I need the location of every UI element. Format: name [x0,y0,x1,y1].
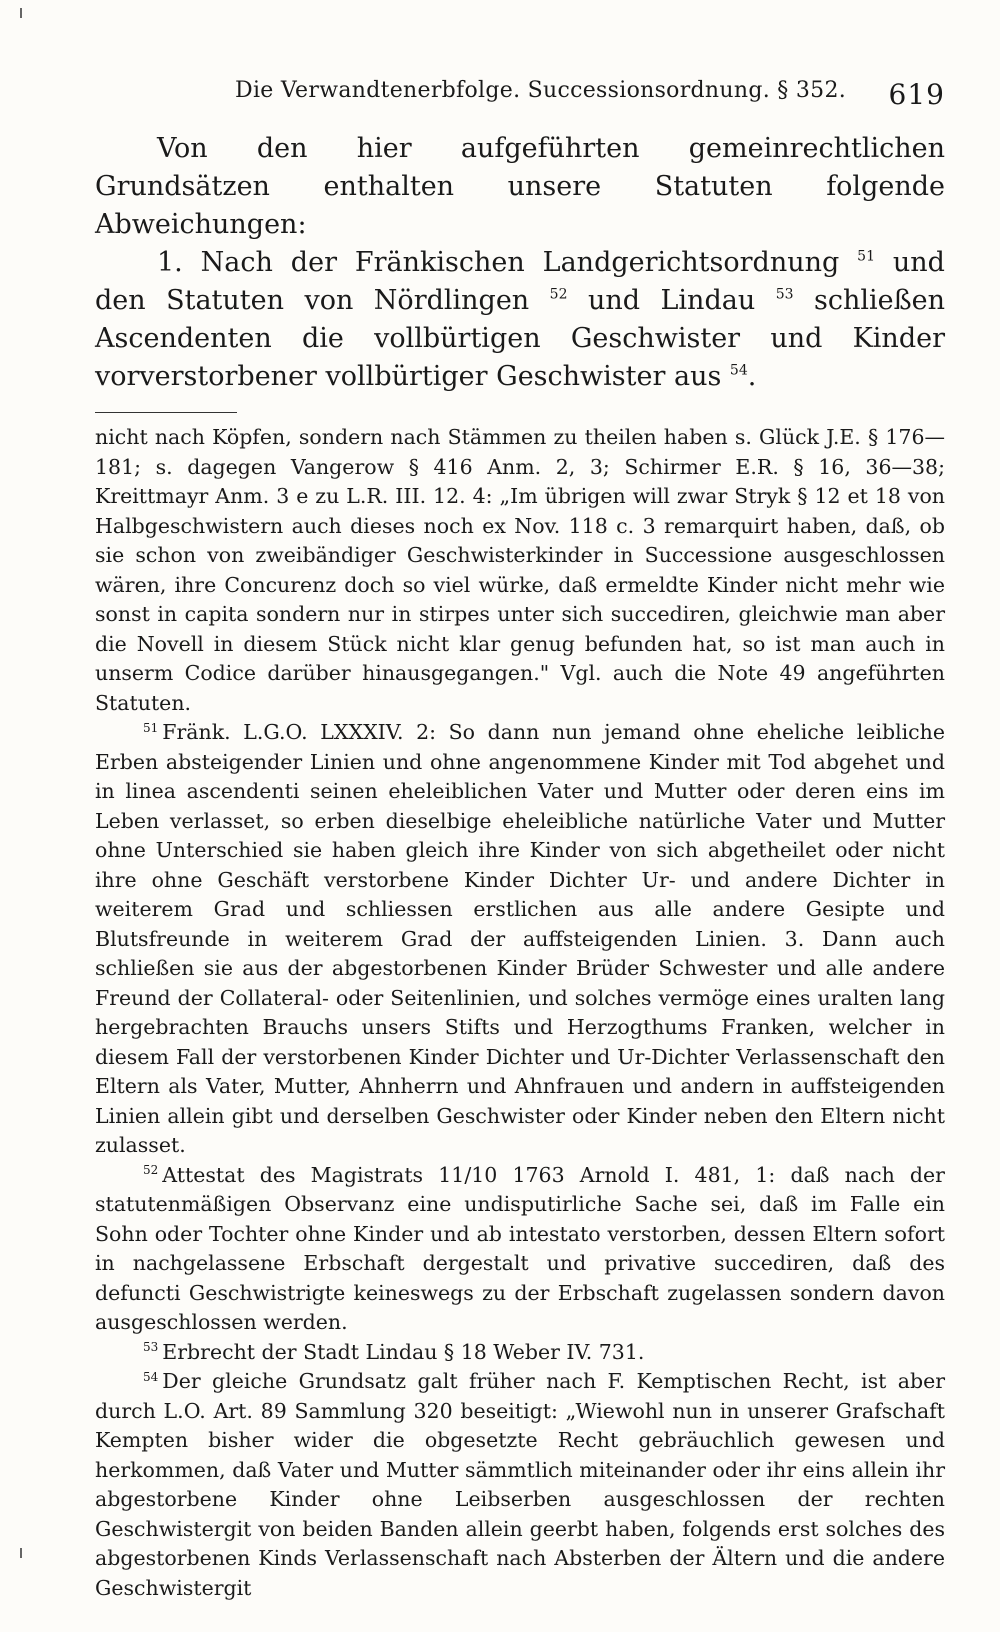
footnote-51 [95,718,945,1161]
footnote-continuation: nicht nach Köpfen, sondern nach Stämmen zu theilen haben s. Glück J.E. § 176—181; s. dagegen Vangerow § 416 Anm. 2, 3; Schirmer E.R. § 16, 36—38; Kreittmayr Anm. 3 e zu L.R. III. 12. 4: „Im übrigen will zwar Stryk § 12 et 18 von Halbgeschwistern auch dieses noch ex Nov. 118 c. 3 remarquirt haben, daß, ob sie schon von zweibändiger Geschwisterkinder in Successione ausgeschlossen wären, ihre Concurenz doch so viel würke, daß ermeldte Kinder nicht mehr wie sonst in capita sondern nur in stirpes unter sich succediren, gleichwie man aber die Novell in diesem Stück nicht klar genug befunden hat, so ist man auch in unserm Codice darüber hinausgegangen." Vgl. auch die Note 49 angeführten Statuten. [95,425,945,715]
item-end: . [747,361,757,392]
item-1-paragraph [95,244,945,396]
item-text-d: schließen Ascendenten die vollbürtigen Geschwister und Kinder vorverstorbener vollbürtiger Geschwister aus [95,285,946,392]
footnotes [95,423,945,1603]
page-number: 619 [888,78,945,111]
footnote-ref-54[interactable]: 54 [729,362,748,379]
intro-paragraph: Von den hier aufgeführten gemeinrechtlichen Grundsätzen enthalten unsere Statuten folgende Abweichungen: [95,133,945,240]
main-text [95,130,945,396]
footnote-mark: 54 [143,1369,159,1384]
scan-mark-bottom [20,1548,22,1558]
footnote-text: Attestat des Magistrats 11/10 1763 Arnold I. 481, 1: daß nach der statutenmäßigen Observanz eine undisputirliche Sache sei, daß im Falle ein Sohn oder Tochter ohne Kinder und ab intestato verstorben, dessen Eltern sofort in nachgelassene Erbschaft dergestalt und privative succediren, daß des defuncti Geschwistrigte keineswegs zu der Erbschaft zugelassen sondern davon ausgeschlossen werden. [95,1162,945,1334]
footnote-ref-52[interactable]: 52 [549,286,568,303]
footnote-text: Erbrecht der Stadt Lindau § 18 Weber IV. 731. [162,1339,645,1364]
item-text-b: und den Statuten von Nördlingen [95,247,945,316]
footnote-separator [95,412,237,413]
footnote-ref-51[interactable]: 51 [857,248,875,265]
footnote-ref-53[interactable]: 53 [775,286,794,303]
book-page [95,70,945,1603]
item-number: 1. [157,247,183,278]
footnote-text: Der gleiche Grundsatz galt früher nach F. Kemptischen Recht, ist aber durch L.O. Art. 89 Sammlung 320 beseitigt: „Wiewohl nun in unserer Grafschaft Kempten bisher wider die obgesetzte Recht gebräuchlich gewesen und herkommen, daß Vater und Mutter sämmtlich miteinander oder ihr eins allein ihr abgestorbene Kinder ohne Leibserben ausgeschlossen der rechten Geschwistergit von beiden Banden allein geerbt haben, folgends erst solches des abgestorbenen Kinds Verlassenschaft nach Absterben der Ältern und die andere Geschwistergit [95,1369,945,1600]
running-title: Die Verwandtenerbfolge. Successionsordnung. § 352. [235,78,847,103]
item-text-c: und Lindau [587,285,756,316]
item-text-a: Nach der Fränkischen Landgerichtsordnung [200,247,840,278]
footnote-53 [95,1338,945,1368]
footnote-mark: 53 [143,1340,159,1355]
footnote-mark: 52 [143,1163,159,1178]
footnote-52 [95,1161,945,1338]
running-header [95,70,945,114]
footnote-text: Fränk. L.G.O. LXXXIV. 2: So dann nun jemand ohne eheliche leibliche Erben absteigender Linien und ohne angenommene Kinder mit Tod abgehet und in linea ascendenti seinen eheleiblichen Vater und Mutter oder deren eins im Leben verlasset, so erben dieselbige eheleibliche natürliche Vater und Mutter ohne Unterschied sie haben gleich ihre Kinder von sich abgetheilet oder nicht ihre ohne Geschäft verstorbene Kinder Dichter Ur- und andere Dichter in weiterem Grad und schliessen erstlichen aus alle andere Gesipte und Blutsfreunde in weiterem Grad der auffsteigenden Linien. 3. Dann auch schließen sie aus der abgestorbenen Kinder Brüder Schwester und alle andere Freund der Collateral- oder Seitenlinien, und solches vermöge eines uralten lang hergebrachten Brauchs unsers Stifts und Herzogthums Franken, welcher in diesem Fall der verstorbenen Kinder Dichter und Ur-Dichter Verlassenschaft den Eltern als Vater, Mutter, Ahnherrn und Ahnfrauen und andern in auffsteigenden Linien allein gibt und derselben Geschwister oder Kinder neben den Eltern nicht zulasset. [95,720,945,1157]
scan-mark-top [20,8,22,18]
footnote-mark: 51 [143,720,159,735]
footnote-54 [95,1367,945,1603]
